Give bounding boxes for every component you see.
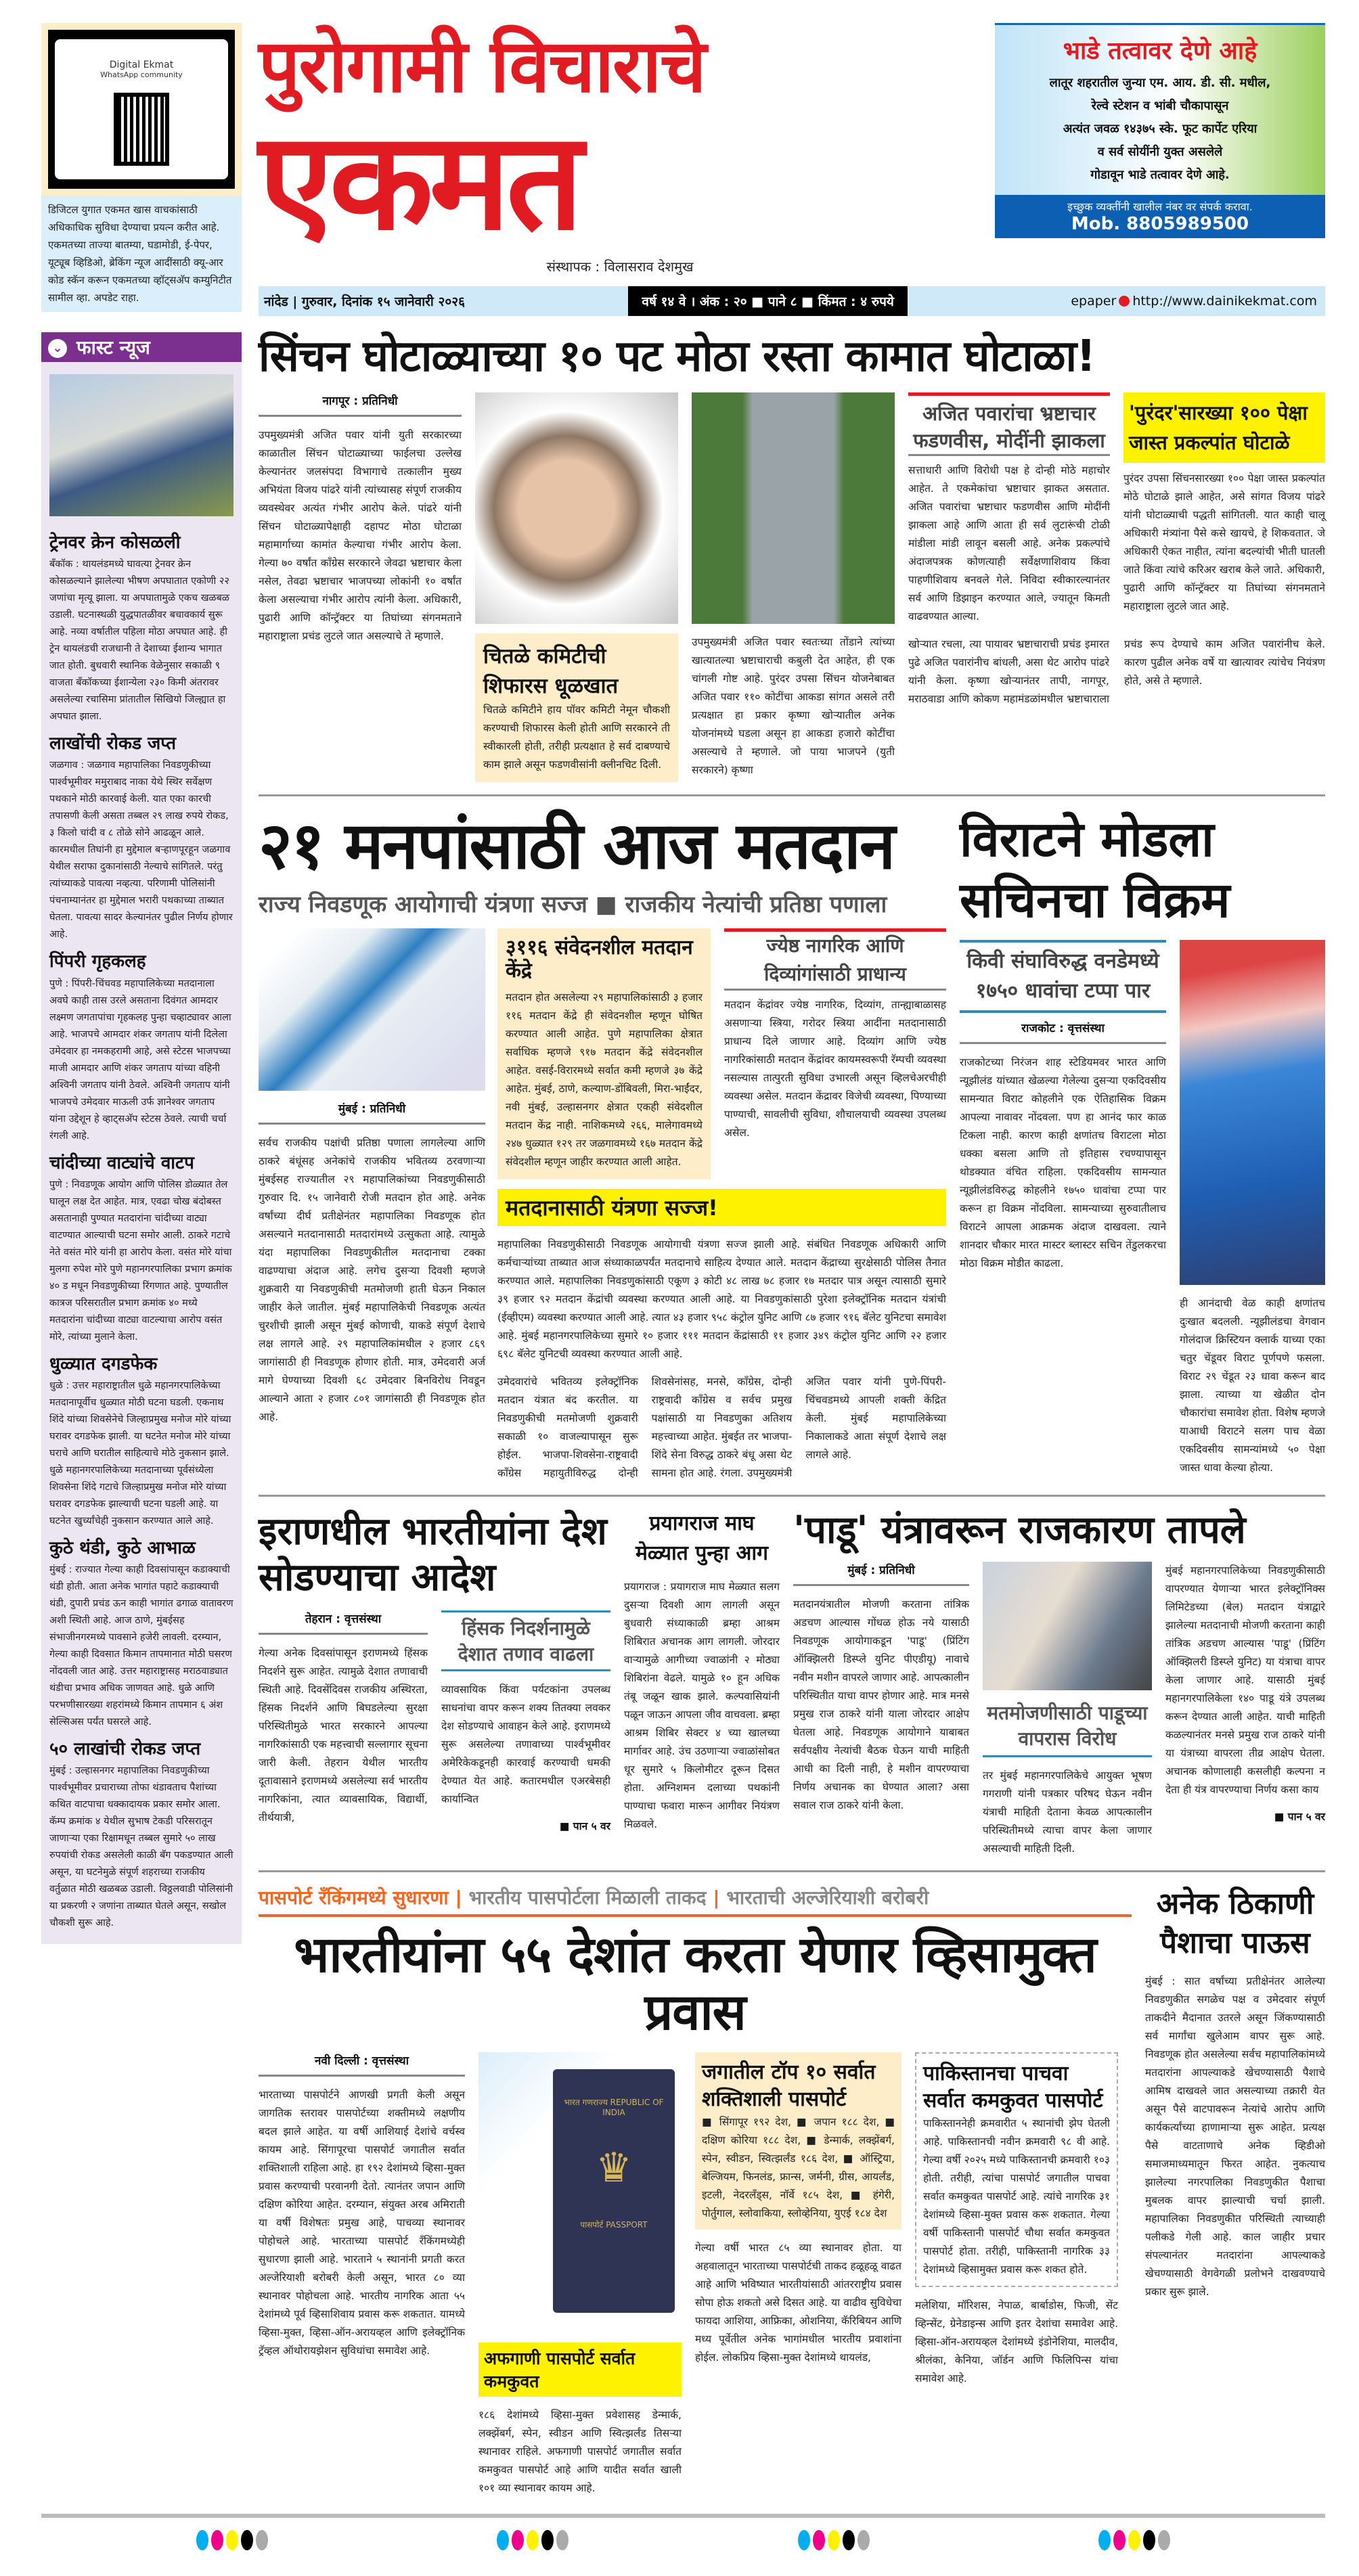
- article-body: महापालिका निवडणुकीसाठी निवडणूक आयोगाची यंत्रणा सज्ज झाली आहे. संबंधित निवडणूक अधिकारी आणि कर्मचाऱ्यांच्या ताब्यात आज संध्याकाळपर्यंत मतदानाचे साहित्य देण्यात आले. मतदान केंद्राच्या सुरक्षेसाठी पोलिस तैनात करण्यात आले. महापालिका निवडणुकांसाठी एकूण ३ कोटी ४८ लाख ७८ हजार १७ मतदार पात्र असून त्यासाठी सुमारे ३९ हजार ९२ मतदान केंद्रांची व्यवस्था करण्यात आली आहे. या निवडणुकांसाठी पुरेशा इलेक्ट्रॉनिक मतदान यंत्रांची (ईव्हीएम) व्यवस्था करण्यात आली आहे. त्यात ४३ हजार ९५८ कंट्रोल युनिट आणि ८७ हजार ९१६ बॅलेट युनिटचा समावेश आहे. मुंबई महानगरपालिकेच्या सुमारे १० हजार १११ मतदान केंद्रांसाठी ११ हजार ३४९ कंट्रोल युनिट आणि २२ हजार ६९८ बॅलेट युनिटची व्यवस्था करण्यात आली आहे.: [497, 1238, 946, 1360]
- news-item-title: ५० लाखांची रोकड जप्त: [49, 1739, 201, 1760]
- news-item-body: धुळे : उत्तर महाराष्ट्रातील धुळे महानगरपालिकेच्या मतदानापूर्वीच धुळ्यात मोठी घटना घडली. एकनाथ शिंदे यांच्या शिवसेनेचे जिल्हाप्रमुख मनोज मोरे यांच्या घरावर दगडफेक झाली. या घटनेत मनोज मोरे यांच्या घराचे आणि घरातील साहित्याचे मोठे नुकसान झाले. धुळे महानगरपालिकेच्या मतदानाच्या पूर्वसंध्येला शिवसेना शिंदे गटाचे जिल्हाप्रमुख मनोज मोरे यांच्या घरावर दगडफेक झाल्याची घटना घडली आहे. या घटनेत खुर्च्यांचेही नुकसान करण्यात आले आहे.: [49, 1380, 231, 1527]
- article-body: खोऱ्यात रचला, त्या पायावर भ्रष्टाचाराची प्रचंड इमारत पुढे अजित पवारांनीच बांधली, असा थेट आरोप पांढरे यांनी केला. कृष्णा खोऱ्यानंतर तापी, नागपूर, मराठवाडा आणि कोकण महामंडळांमधील भ्रष्टाचाराला प्रचंड रूप देण्याचे काम अजित पवारांनीच केले. कारण पुढील अनेक वर्षे या खात्यावर त्यांचेच नियंत्रण होते, असे ते म्हणाले.: [908, 638, 1325, 706]
- box-body: ■ सिंगापूर १९२ देश, ■ जपान १८८ देश, ■ दक्षिण कोरिया १८८ देश, ■ डेन्मार्क, लक्झेंबर्ग, स्पेन, स्वीडन, स्वित्झर्लंड १८६ देश, ■ ऑस्ट्रिया, बेल्जियम, फिनलंड, फ्रान्स, जर्मनी, ग्रीस, आयर्लंड, इटली, नेदरलँड्स, नॉर्वे १८५ देश, ■ हंगेरी, पोर्तुगाल, स्लोवाकिया, स्लोव्हेनिया, युएई १८४ देश: [702, 2116, 895, 2220]
- article-body: मलेशिया, मॉरिशस, नेपाळ, बार्बाडोस, फिजी, सेंट व्हिन्सेंट, ग्रेनेडाइन्स आणि इतर देशांचा समावेश आहे. व्हिसा-ऑन-अरायव्हल देशांमध्ये इंडोनेशिया, मालदीव, श्रीलंका, केनिया, जॉर्डन आणि फिलिपिन्स यांचा समावेश आहे.: [915, 2299, 1118, 2385]
- founder-line: संस्थापक : विलासराव देशमुख: [546, 258, 694, 275]
- sensitive-booths-box: [497, 928, 711, 1179]
- box-body: मतदान केंद्रांवर ज्येष्ठ नागरिक, दिव्यांग, तान्ह्याबाळासह असणाऱ्या स्त्रिया, गरोदर स्त्रिया आदींना मतदानासाठी प्राधान्य दिले जाणार आहे. दिव्यांग आणि ज्येष्ठ नागरिकांसाठी मतदान केंद्रांवर कायमस्वरूपी रॅम्पची व्यवस्था नसल्यास तात्पुरती सुविधा उभारली असून व्हिलचेअरचीही व्यवस्था असेल. मतदान केंद्रावर विजेची व्यवस्था, पिण्याच्या पाण्याची, सावलीची सुविधा, शौचालयाची व्यवस्था उपलब्ध असेल.: [724, 998, 947, 1139]
- news-item-body: बँकॉक : थायलंडमध्ये घावत्या ट्रेनवर क्रेन कोसळल्याने झालेल्या भीषण अपघातात एकोणी २२ जणांचा मृत्यू झाला. या अपघातामुळे एकच खळबळ उडाली. घटनास्थळी युद्धपातळीवर बचावकार्य सुरू आहे. नव्या वर्षातील पहिला मोठा अपघात आहे. ही ट्रेन थायलंडची राजधानी ते देशाच्या ईशान्य भागात जात होती. बुधवारी स्थानिक वेळेनुसार सकाळी ९ वाजता बँकॉकच्या ईशान्येला २३० किमी अंतरावर असलेल्या रचासिमा प्रांतातील सिखियो जिल्ह्यात हा अपघात झाला.: [49, 559, 229, 723]
- cash-rain-headline: अनेक ठिकाणी पैशाचा पाऊस: [1156, 1886, 1314, 1960]
- issue-info: वर्ष १४ वे । अंक : २० ■ पाने ८ ■ किंमत : ४ रुपये: [628, 286, 908, 316]
- kicker-part: भारताची अल्जेरियाशी बरोबरी: [726, 1886, 929, 1909]
- news-item-body: मुंबई : राज्यात गेल्या काही दिवसांपासून कडाक्याची थंडी होती. आता अनेक भागांत पहाटे कडाक्याची थंडी, दुपारी प्रचंड ऊन काही भागांत ढगाळ वातावरण अशी स्थिती आहे. आज ठाणे, मुंबईसह संभाजीनगरमध्ये पावसाने हजेरी लावली. दरम्यान, गेल्या काही दिवसात किमान तापमानात मोठी घसरण नोंदवली जात आहे. उत्तर महाराष्ट्रासह मराठवाड्यात थंडीचा प्रभाव अधिक जाणवत आहे. धुळे आणि परभणीसारख्या शहरांमध्ये किमान तापमान ६ अंश सेल्सिअस पर्यंत घसरले आहे.: [49, 1564, 233, 1728]
- election-headline: २१ मनपांसाठी आज मतदान: [259, 808, 895, 884]
- news-item-title: पिंपरी गृहकलह: [49, 951, 146, 972]
- news-item-title: कुठे थंडी, कुठे आभाळ: [49, 1537, 196, 1558]
- headline-line: विराटने मोडला: [960, 811, 1214, 868]
- machinery-ready-title: मतदानासाठी यंत्रणा सज्ज!: [497, 1189, 946, 1226]
- qr-code-icon[interactable]: [114, 93, 169, 166]
- masthead-tagline: पुरोगामी विचाराचे: [259, 24, 705, 109]
- prayagraj-headline: प्रयागराज माघ मेळ्यात पुन्हा आग: [635, 1511, 769, 1565]
- passport-cover-text: पासपोर्ट PASSPORT: [580, 2220, 648, 2230]
- box-title: चितळे कमिटीची शिफारस धूळखात: [483, 644, 619, 699]
- qr-brand: Digital Ekmat: [109, 60, 174, 70]
- dateline: तेहरान : वृत्तसंस्था: [259, 1610, 428, 1635]
- purandar-box: [1123, 392, 1325, 616]
- news-item-title: ट्रेनवर क्रेन कोसळली: [49, 533, 181, 553]
- article-body: मुंबई महानगरपालिकेच्या निवडणुकीसाठी वापरण्यात येणाऱ्या भारत इलेक्ट्रॉनिक्स लिमिटेडच्या (बेल) मतदान यंत्राद्वारे झालेल्या मतदानाची मोजणी करताना काही तांत्रिक अडचण आल्यास 'पाडू' (प्रिंटिंग ऑक्झिलरी डिस्प्ले युनिट) या यंत्राचा वापर केला जाणार आहे. यासाठी मुंबई महानगरपालिकेला १४० पाडू यंत्रे उपलब्ध करून देण्यात आली आहेत. याची माहिती कळल्यानंतर मनसे प्रमुख राज ठाकरे यांनी या यंत्राच्या वापरला तीव्र आक्षेप घेतला. अचानक कोणालाही कसलीही कल्पना न देता ही यंत्र वापरण्याचा निर्णय कसा काय: [1165, 1564, 1325, 1796]
- kicker-part: भारतीय पासपोर्टला मिळाली ताकद: [468, 1886, 707, 1909]
- news-item-body: मुंबई : उल्हासनगर महापालिका निवडणुकीच्या पार्श्वभूमीवर प्रचाराच्या तोफा थंडावताच पैशांच्या कथित वाटपाचा धक्कादायक प्रकार समोर आला. कॅम्प क्रमांक ४ येथील सुभाष टेकडी परिसरातून जाणाऱ्या एका रिक्षामधून तब्बल सुमारे ५० लाख रुपयांची रोकड असलेली काळी बॅग पकडण्यात आली असून, या घटनेमुळे संपूर्ण शहराच्या राजकीय वर्तुळात मोठी खळबळ उडाली. विठ्ठलवाडी पोलिसांनी या प्रकरणी २ जणांना ताब्यात घेतले असून, सखोल चौकशी सुरू आहे.: [49, 1765, 233, 1929]
- article-body: उमेदवारांचे भवितव्य इलेक्ट्रॉनिक मतदान यंत्रात बंद करतील. या निवडणुकीची मतमोजणी शुक्रवारी सकाळी १० वाजल्यापासून सुरू होईल. भाजपा-शिवसेना-राष्ट्रवादी काँग्रेस महायुतीविरुद्ध दोन्ही शिवसेनांसह, मनसे, काँग्रेस, दोन्ही राष्ट्रवादी काँग्रेस व सर्वच प्रमुख पक्षांसाठी या निवडणुका अतिशय महत्त्वाच्या आहेत. मुंबईत तर भाजपा-शिंदे सेना विरुद्ध ठाकरे बंधू असा थेट सामना होत आहे. रंगला. उपमुख्यमंत्री अजित पवार यांनी पुणे-पिंपरी-चिंचवडमध्ये आपली शक्ती केंद्रित केली. मुंबई महापालिकेच्या निकालाकडे आता संपूर्ण देशाचे लक्ष लागले आहे.: [497, 1375, 946, 1479]
- news-item-body: जळगाव : जळगाव महापालिका निवडणुकीच्या पार्श्वभूमीवर ममुराबाद नाका येथे स्थिर सर्वेक्षण पथकाने मोठी कारवाई केली. यात एका कारची तपासणी केली असता तब्बल २९ लाख रुपये रोकड, ३ किलो चांदी व ८ तोळे सोने आढळून आले. कारमधील तिघांनी हा मुद्देमाल बऱ्हाणपूरहून जळगाव येथील सराफा दुकानांसाठी नेल्याचे सांगितले. परंतु त्यांच्याकडे पावत्या नव्हत्या. परिणामी पोलिसांनी पंचनाम्यानंतर हा मुद्देमाल भरारी पथकाच्या ताब्यात घेतला. पावत्या सादर केल्यानंतर पुढील निर्णय होणार आहे.: [49, 760, 233, 941]
- train-crane-photo: [49, 374, 233, 516]
- dateline: नागपूर : प्रतिनिधी: [259, 392, 462, 417]
- continued-page-link[interactable]: ■ पान ५ वर: [1274, 1810, 1325, 1823]
- box-title: 'पुरंदर'सारख्या १०० पेक्षा जास्त प्रकल्पांत घोटाळे: [1123, 392, 1325, 463]
- box-body: सत्ताधारी आणि विरोधी पक्ष हे दोन्ही मोठे महाचोर आहेत. ते एकमेकांचा भ्रष्टाचार झाकत असतात. अजित पवारांचा भ्रष्टाचार फडणवीस आणि मोदींनी झाकला आहे आणि आता ही सर्व लुटारूंची टोळी मांडीला मांडी लावून बसली आहे. अनेक प्रकल्पांचे अंदाजपत्रक कोणत्याही सर्वेक्षणाशिवाय किंवा पाहणीशिवाय बनवले गेले. निविदा स्वीकारल्यानंतर सर्व आणि डिझाइन करण्यात आले, ज्यातून किमती वाढवण्यात आल्या.: [908, 464, 1110, 623]
- passport-headline: भारतीयांना ५५ देशांत करता येणार व्हिसामुक्त प्रवास: [294, 1925, 1096, 2042]
- pakistan-box: [915, 2052, 1118, 2287]
- dateline: मुंबई : प्रतिनिधी: [793, 1562, 969, 1586]
- senior-citizens-box: [724, 928, 946, 1142]
- highway-photo: [692, 392, 895, 624]
- article-body: भारताच्या पासपोर्टने आणखी प्रगती केली असून जागतिक स्तरावर पासपोर्टच्या शक्तीमध्ये लक्षणीय बदल झाले आहेत. या वर्षी आशियाई देशांचे वर्चस्व कायम आहे. सिंगापूरचा पासपोर्ट जगातील सर्वात शक्तिशाली राहिला आहे. हा १९२ देशांमध्ये व्हिसा-मुक्त प्रवास करण्याची परवानगी देतो. त्यानंतर जपान आणि दक्षिण कोरिया आहेत. दरम्यान, संयुक्त अरब अमिराती या वर्षी विशेषतः प्रमुख आहे, पाचव्या स्थानावर पोहोचले आहे. भारताच्या पासपोर्ट रँकिंगमध्येही सुधारणा झाली आहे. भारताने ५ स्थानांनी प्रगती करत अल्जेरियाशी बरोबरी केली असून, भारत ८० व्या स्थानावर पोहोचला आहे. भारतीय नागरिक आता ५५ देशांमध्ये पूर्व व्हिसाशिवाय प्रवास करू शकतात. यामध्ये व्हिसा-मुक्त, व्हिसा-ऑन-अरायव्हल आणि इलेक्ट्रॉनिक ट्रॅव्हल ऑथोरायझेशन सुविधांचा समावेश आहे.: [259, 2089, 465, 2357]
- article-body: व्यावसायिक किंवा पर्यटकांना उपलब्ध साधनांचा वापर करून शक्य तितक्या लवकर देश सोडण्याचे आवाहन केले आहे. इराणमध्ये सुरू असलेल्या तणावाच्या पार्श्वभूमीवर अमेरिकेकडूनही कारवाई करण्याची धमकी देण्यात येत आहे. कतारमधील एअरबेसही कार्यान्वित: [441, 1683, 610, 1805]
- article-body: मतदानयंत्रातील मोजणी करताना तांत्रिक अडचण आल्यास गोंधळ होऊ नये यासाठी निवडणूक आयोगाकडून 'पाडू' (प्रिंटिंग ऑक्झिलरी डिस्प्ले युनिट पीएडीयू) नावाचे नवीन मशीन वापरले जाणार आहे. आपत्कालीन परिस्थितीत याचा वापर होणार आहे. मात्र मनसे प्रमुख राज ठाकरे यांनी याला जोरदार आक्षेप घेतला आहे. निवडणूक आयोगाने याबाबत सर्वपक्षीय नेत्यांची बैठक घेऊन याची माहिती आधी का दिली नाही, हे मशीन वापरण्याचा निर्णय अचानक का घेण्यात आला? असा सवाल राज ठाकरे यांनी केला.: [793, 1598, 969, 1811]
- news-item-body: पुणे : पिंपरी-चिंचवड महापालिकेच्या मतदानाला अवघे काही तास उरले असताना दिवंगत आमदार लक्ष्मण जगतापांचा गृहकलह पुन्हा चव्हाट्यावर आला आहे. भाजपचे आमदार शंकर जगताप यांनी दिलेला उमेदवार हा नमकहरामी आहे, असे स्टेटस भाजपच्या माजी आमदार आणि शंकर जगताप यांच्या वहिनी अश्विनी जगताप यांनी ठेवले. अश्विनी जगताप यांनी भाजपचे उमेदवार माऊली उर्फ ज्ञानेश्वर जगताप यांना उद्देशून हे व्हाट्सअ‍ॅप स्टेटस ठेवले. त्याची चर्चा रंगली आहे.: [49, 978, 231, 1142]
- divider: [259, 1870, 1325, 1872]
- epaper-logo-icon: [1119, 296, 1130, 307]
- passport-cover-text: भारत गणराज्य REPUBLIC OF INDIA: [564, 2098, 664, 2118]
- rental-advertisement: [995, 23, 1325, 238]
- article-body: प्रयागराज : प्रयागराज माघ मेळ्यात सलग दुसऱ्या दिवशी आग लागली असून बुधवारी संध्याकाळी ब्रम्हा आश्रम शिबिरात अचानक आग लागली. जोरदार वाऱ्यामुळे आगीच्या ज्वाळांनी २ मोठ्या शिबिरांना वेढले. यामुळे १० हून अधिक तंबू जळून खाक झाले. कल्पवासियांनी पळून जाऊन आपला जीव वाचवला. ब्रम्हा आश्रम शिबिर सेक्टर ४ च्या खालच्या मार्गावर आहे. उंच उठणाऱ्या ज्वाळांसोबत धूर सुमारे ५ किलोमीटर दूरून दिसत होता. अग्निशमन दलाच्या पथकांनी पाण्याचा फवारा मारून आगीवर नियंत्रण मिळवले.: [624, 1580, 780, 1830]
- iran-headline: इराणधील भारतीयांना देश सोडण्याचा आदेश: [259, 1509, 607, 1600]
- continued-page-link[interactable]: ■ पान ५ वर: [559, 1820, 610, 1832]
- press-conference-photo: [983, 1562, 1152, 1690]
- qr-code-card: [41, 23, 242, 196]
- news-item: [49, 1354, 233, 1530]
- masthead-logo: एकमत: [259, 102, 579, 261]
- news-item: [49, 1538, 233, 1731]
- fast-news-header: [41, 332, 242, 362]
- news-item: [49, 1153, 233, 1346]
- virat-kohli-photo: [1180, 940, 1325, 1285]
- chevron-down-icon: ⌄: [48, 339, 67, 358]
- kicker-part: पासपोर्ट रँकिंगमध्ये सुधारणा: [259, 1886, 449, 1909]
- fast-news-title: फास्ट न्यूज: [76, 336, 150, 359]
- dateline: नवी दिल्ली : वृत्तसंस्था: [259, 2052, 465, 2077]
- news-item: [49, 1739, 233, 1932]
- article-body: गेल्या वर्षी भारत ८५ व्या स्थानावर होता. या अहवालातून भारताच्या पासपोर्टची ताकद हळूहळू वाढत आहे आणि भविष्यात भारतीयांसाठी आंतरराष्ट्रीय प्रवास सोपा होऊ शकतो असे दिसत आहे. या वाढीव सुविधेचा फायदा आशिया, आफ्रिका, ओशनिया, कॅरिबियन आणि मध्य पूर्वेतील अनेक भागांमधील भारतीय प्रवाशांना होईल. लोकप्रिय व्हिसा-मुक्त देशांमध्ये थायलंड,: [695, 2242, 901, 2364]
- afghan-title: अफगाणी पासपोर्ट सर्वात कमकुवत: [478, 2343, 682, 2397]
- box-body: मतदान होत असलेल्या २९ महापालिकांसाठी ३ हजार ११६ मतदान केंद्रे ही संवेदनशील म्हणून घोषित करण्यात आली आहेत. पुणे महापालिका क्षेत्रात सर्वाधिक म्हणजे ९१७ मतदान केंद्रे संवेदनशील आहेत. वसई-विरारमध्ये सर्वात कमी म्हणजे ३७ केंद्रे आहेत. मुंबई, ठाणे, कल्याण-डोंबिवली, मिरा-भाईंदर, नवी मुंबई, उल्हासनगर क्षेत्रात एकही संवेदशील मतदान केंद्र नाही. नाशिकमध्ये २६६, मालेगावमध्ये २४७ धुळ्यात १२९ तर जळगावमध्ये १६७ मतदान केंद्रे संवेदशील म्हणून जाहीर करण्यात आली आहेत.: [506, 991, 703, 1168]
- news-item: [49, 951, 233, 1144]
- emblem-icon: ♛: [596, 2144, 632, 2192]
- article-body: सर्वच राजकीय पक्षांची प्रतिष्ठा पणाला लागलेल्या आणि ठाकरे बंधूंसह अनेकांचे राजकीय भवितव्य ठरवणाऱ्या मुंबईसह राज्यातील २९ महापालिकांच्या निवडणुकीसाठी गुरुवार दि. १५ जानेवारी रोजी मतदान होत आहे. अनेक वर्षांच्या दीर्घ प्रतीक्षेनंतर महापालिका निवडणूक होत असल्याने मतदानासाठी मतदारांमध्ये उत्सुकता आहे. त्यामुळे यंदा महापालिका निवडणुकीतील मतदानाचा टक्का वाढण्याचा अंदाज आहे. लगेच दुसऱ्या दिवशी म्हणजे शुक्रवारी या निवडणुकीची मतमोजणी हाती घेऊन निकाल जाहीर केले जातील. मुंबई महापालिकेची निवडणूक अत्यंत चुरशीची झाली असून मुंबई कोणाची, याकडे संपूर्ण देशाचे लक्ष लागले आहे. २९ महापालिकांमधील २ हजार ८६९ जागांसाठी ही निवडणूक होणार होती. मात्र, उमेदवारी अर्ज मागे घेण्याच्या दिवशी ६८ उमेदवार बिनविरोध निवडून आल्याने आता २ हजार ८०१ जागांसाठी ही निवडणूक होत आहे.: [259, 1136, 485, 1423]
- box-body: पाकिस्ताननेही क्रमवारीत ५ स्थानांची झेप घेतली आहे. पाकिस्तानची नवीन क्रमवारी ९८ वी आहे. गेल्या वर्षी २०२५ मध्ये पाकिस्तानची क्रमवारी १०३ होती. तरीही, त्यांचा पासपोर्ट जगातील पाचवा सर्वात कमकुवत पासपोर्ट आहे. त्यांचे नागरिक ३१ देशांमध्ये व्हिसा-मुक्त प्रवास करू शकतात. गेल्या वर्षी पाकिस्तानी पासपोर्ट चौथा सर्वात कमकुवत पासपोर्ट होता. तरीही, पाकिस्तानी नागरिक ३३ देशांमध्ये व्हिसामुक्त प्रवास करू शकत होते.: [923, 2117, 1110, 2276]
- ad-line: अत्यंत जवळ १४३७५ स्के. फूट कार्पेट एरिया: [1063, 122, 1257, 136]
- color-registration-marks: [196, 2530, 268, 2550]
- lead-headline: सिंचन घोटाळ्याच्या १० पट मोठा रस्ता कामात घोटाळा!: [259, 331, 1096, 382]
- epaper-label: epaper: [1071, 293, 1117, 309]
- dateline: मुंबई : प्रतिनिधी: [259, 1100, 485, 1125]
- ad-line: व सर्व सोयींनी युक्त असलेले: [1097, 145, 1223, 159]
- box-title: पाकिस्तानचा पाचवा सर्वात कमकुवत पासपोर्ट: [923, 2062, 1103, 2113]
- vijay-pandhare-photo: [475, 392, 678, 624]
- epaper-link[interactable]: http://www.dainikekmat.com: [1132, 293, 1317, 309]
- article-body: ही आनंदाची वेळ काही क्षणांतच दुःखात बदलली. न्यूझीलंडचा वेगवान गोलंदाज क्रिस्टियन क्लार्क याच्या एका चतुर चेंडूवर विराट पूर्णपणे फसला. विराट २९ चेंडूत २३ धावा करून बाद झाला. त्याच्या या खेळीत दोन चौकारांचा समावेश होता. विशेष म्हणजे याआधी विराटने सलग पाच वेळा एकदिवसीय सामन्यांमध्ये ५० पेक्षा जास्त धावा केल्या होत्या.: [1180, 1297, 1325, 1474]
- chitle-committee-box: [475, 633, 678, 782]
- ad-title: भाडे तत्वावर देणे आहे: [1063, 37, 1257, 65]
- ajit-pawar-box: [908, 392, 1110, 626]
- passport-kicker: पासपोर्ट रँकिंगमध्ये सुधारणा | भारतीय पासपोर्टला मिळाली ताकद | भारताची अल्जेरियाशी बरोबरी: [259, 1884, 1132, 1917]
- passport-book: [553, 2069, 675, 2313]
- qr-subtitle: WhatsApp community: [100, 70, 183, 79]
- box-title: ज्येष्ठ नागरिक आणि दिव्यांगांसाठी प्राधान्य: [724, 928, 946, 991]
- news-item-title: लाखोंची रोकड जप्त: [49, 733, 177, 754]
- virat-headline: [960, 809, 1325, 930]
- election-subhead: राज्य निवडणूक आयोगाची यंत्रणा सज्ज ■ राजकीय नेत्यांची प्रतिष्ठा पणाला: [259, 890, 887, 918]
- ad-line: गोडावून भाडे तत्वावर देणे आहे.: [1090, 168, 1230, 182]
- article-body: राजकोटच्या निरंजन शाह स्टेडियमवर भारत आणि न्यूझीलंड यांच्यात खेळल्या गेलेल्या दुसऱ्या एकदिवसीय सामन्यात विराट कोहलीने एक ऐतिहासिक विक्रम आपल्या नावावर नोंदवला. पण हा आनंद फार काळ टिकला नाही. कारण काही क्षणांतच विराटला मोठा धक्का बसला आणि तो इतिहास रचण्यापासून थोडक्यात वंचित राहिला. एकदिवसीय सामन्यात न्यूझीलंडविरुद्ध कोहलीने १७५० धावांचा टप्पा पार करून हा विक्रम नोंदविला. सामन्याच्या सुरुवातीलाच विराटने आपला आक्रमक अंदाज दाखवला. त्याने शानदार चौकार मारत मास्टर ब्लास्टर सचिन तेंडुलकरचा मोठा विक्रम मोडीत काढला.: [960, 1056, 1166, 1270]
- padu-headline: 'पाडू' यंत्रावरून राजकारण तापले: [793, 1508, 1246, 1552]
- divider: [259, 794, 1325, 796]
- article-body: १८६ देशांमध्ये व्हिसा-मुक्त प्रवेशासह डेन्मार्क, लक्झेंबर्ग, स्पेन, स्वीडन आणि स्वित्झर्लंड तिसऱ्या स्थानावर राहिले. अफगाणी पासपोर्ट जगातील सर्वात कमकुवत पासपोर्ट आहे आणि यादीत सर्वात खाली १०१ व्या स्थानावर कायम आहे.: [478, 2409, 682, 2495]
- box-title: ३११६ संवेदनशील मतदान केंद्रे: [506, 935, 693, 983]
- ad-mobile[interactable]: Mob. 8805989500: [1071, 214, 1249, 234]
- article-body: उपमुख्यमंत्री अजित पवार यांनी युती सरकारच्या काळातील सिंचन घोटाळ्याच्या फाईलचा उल्लेख केल्यानंतर जलसंपदा विभागाचे तत्कालीन मुख्य अभियंता विजय पांढरे यांनी त्यांच्यासह संपूर्ण राजकीय व्यवस्थेवर अत्यंत गंभीर आरोप केले. पांढरे यांनी सिंचन घोटाळ्यापेक्षाही दहापट मोठा घोटाळा महामार्गाच्या कामांत केल्याचा गंभीर आरोप केला. गेल्या ७० वर्षांत काँग्रेस सरकारने जेवढा भ्रष्टाचार केला नसेल, तेवढा भ्रष्टाचार भाजपच्या लोकांनी १० वर्षांत केला असल्याचा गंभीर आरोप त्यांनी केला. अधिकारी, पुढारी आणि कॉन्ट्रॅक्टर या तिघांच्या संगनमताने महाराष्ट्राला प्रचंड लुटले जात असल्याचे ते म्हणाले.: [259, 429, 462, 643]
- digital-ekmat-note: डिजिटल युगात एकमत खास वाचकांसाठी अधिकाधिक सुविधा देण्याचा प्रयत्न करीत आहे. एकमतच्या ताज्या बातम्या, घडामोडी, ई-पेपर, यूट्यूब व्हिडिओ, ब्रेकिंग न्यूज आदींसाठी क्यू-आर कोड स्कॅन करून एकमतच्या व्हॉट्सअ‍ॅप कम्युनिटीत सामील व्हा. अपडेट राहा.: [41, 196, 242, 312]
- color-registration-marks: [1098, 2530, 1170, 2550]
- color-registration-marks: [497, 2530, 569, 2550]
- ad-line: रेल्वे स्टेशन व भांबी चौकापासून: [1091, 99, 1229, 113]
- article-body: उपमुख्यमंत्री अजित पवार स्वतःच्या तोंडाने त्यांच्या खात्यातल्या भ्रष्टाचाराची कबुली देत आहेत, ही एक चांगली गोष्ट आहे. पुरंदर उपसा सिंचन योजनेबाबत अजित पवार ११० कोटींचा आकडा सांगत असले तरी प्रत्यक्षात हा प्रकार कृष्णा खोऱ्यातील अनेक योजनांमध्ये घडला असून हा आकडा हजारो कोटींचा असल्याचे ते म्हणाले. जो पाया भाजपने (युती सरकारने) कृष्णा: [692, 636, 895, 777]
- news-item: [49, 533, 233, 725]
- box-body: पुरंदर उपसा सिंचनसारख्या १०० पेक्षा जास्त प्रकल्पांत मोठे घोटाळे झाले आहेत, असे सांगत विजय पांढरे यांनी घोटाळ्याची पद्धती सांगितली. यात काही चालू अधिकारी मंत्र्यांना पैसे कसे खायचे, हे शिकवतात. जे अधिकारी ऐकत नाहीत, त्यांना बदल्यांची भीती घातली जाते किंवा त्यांचे करिअर खराब केले जाते. अधिकारी, पुढारी आणि कॉन्ट्रॅक्टर या तिघांच्या संगनमताने महाराष्ट्राला लुटले जात आहे.: [1123, 472, 1325, 613]
- box-title: जगातील टॉप १० सर्वात शक्तिशाली पासपोर्ट: [702, 2060, 876, 2112]
- article-body: तर मुंबई महानगरपालिकेचे आयुक्त भूषण गगराणी यांनी पत्रकार परिषद घेऊन नवीन यंत्राची माहिती देताना केवळ आपत्कालीन परिस्थितीमध्ये त्याचा वापर केला जाणार असल्याची माहिती दिली.: [983, 1769, 1152, 1855]
- virat-article: [960, 940, 1166, 1273]
- news-item: [49, 733, 233, 943]
- article-body: गेल्या अनेक दिवसांपासून इराणमध्ये हिंसक निदर्शने सुरू आहेत. त्यामुळे देशात तणावाची स्थिती आहे. दिवसेंदिवस राजकीय अस्थिरता, हिंसक निदर्शने आणि बिघडलेल्या सुरक्षा परिस्थितीमुळे भारत सरकारने आपल्या नागरिकांसाठी एक महत्त्वाची सल्लागार सूचना जारी केली. तेहरान येथील भारतीय दूतावासाने इराणमध्ये असलेल्या सर्व भारतीय नागरिकांना, त्यात व्यावसायिक, विद्यार्थी, तीर्थयात्री,: [259, 1646, 428, 1824]
- dateline: राजकोट : वृत्तसंस्था: [960, 1020, 1166, 1044]
- fast-news-sidebar: [41, 362, 242, 1944]
- ad-line: लातूर शहरातील जुन्या एम. आय. डी. सी. मधील,: [1049, 76, 1271, 90]
- date-bar: [259, 286, 1325, 316]
- article-body: मुंबई : सात वर्षांच्या प्रतीक्षेनंतर आलेल्या निवडणुकीत सगळेच पक्ष व उमेदवार संपूर्ण ताकदीने मैदानात उतरले असून जिंकण्यासाठी सर्व मार्गांचा खुलेआम वापर सुरू आहे. निवडणूक होत असलेल्या सर्वच महापालिकांमध्ये मतदारांना आपल्याकडे खेचण्यासाठी पैशाचे आमिष दाखवले जात असल्याच्या तक्रारी येत असून पैसे वाटपावरून नेत्यांचे आरोप आणि कार्यकर्त्यांच्या हाणामाऱ्या सुरू आहेत. प्रत्यक्ष पैसे वाटताणाचे अनेक व्हिडीओ समाजमाध्यमातून फिरत आहेत. नुकत्याच झालेल्या नगरपालिका निवडणुकीत पैशाचा मुबलक वापर झाल्याची चर्चा झाली. महापालिका निवडणुकीत परिस्थिती त्याच्याही पलीकडे गेली आहे. काल जाहीर प्रचार संपल्यानंतर मतदारांना आपल्याकडे खेचण्यासाठी वेगवेगळी प्रलोभने दाखवण्याचे प्रकार सुरू झाले.: [1145, 1974, 1325, 2298]
- issue-date: नांदेड | गुरुवार, दिनांक १५ जानेवारी २०२६: [264, 294, 465, 309]
- padu-subhead: मतमोजणीसाठी पाडूच्या वापरास विरोध: [983, 1700, 1152, 1757]
- iran-subhead: हिंसक निदर्शनामुळे देशात तणाव वाढला: [441, 1610, 610, 1671]
- top10-box: [695, 2052, 901, 2230]
- news-item-body: पुणे : निवडणूक आयोग आणि पोलिस डोळ्यात तेल घालून लक्ष देत आहेत. मात्र, एवढा चोख बंदोबस्त असतानाही पुण्यात मतदारांना चांदीच्या वाट्या वाटण्यात आल्याची घटना समोर आली. ठाकरे गटाचे नेते वसंत मोरे यांनी हा आरोप केला. वसंत मोरे यांचा मुलगा रुपेश मोरे पुणे महानगरपालिका प्रभाग क्रमांक ४० ड मधून निवडणुकीच्या रिंगणात आहे. पुण्यातील कात्रज परिसरातील प्रभाग क्रमांक ४० मध्ये मतदारांना चांदीच्या वाट्या वाटल्याचा आरोप वसंत मोरे, त्यांच्या मुलाने केला.: [49, 1179, 232, 1342]
- box-body: चितळे कमिटीने हाय पॉवर कमिटी नेमून चौकशी करण्याची शिफारस केली होती आणि सरकारने ती स्वीकारली होती, तरीही प्रत्यक्षात हे सर्व दाबण्याचे काम झाले असून फडणवीसांनी क्लीनचिट दिली.: [483, 704, 670, 771]
- headline-line: सचिनचा विक्रम: [960, 872, 1230, 929]
- box-title: किवी संघाविरुद्ध वनडेमध्ये १७५० धावांचा टप्पा पार: [960, 940, 1166, 1013]
- divider: [259, 1495, 1325, 1497]
- ad-contact: इच्छुक व्यक्तींनी खालील नंबर वर संपर्क करावा.: [1067, 200, 1253, 213]
- box-title: अजित पवारांचा भ्रष्टाचार फडणवीस, मोदींनी झाकला: [908, 392, 1110, 456]
- indian-passport-photo: [478, 2052, 682, 2333]
- news-item-title: चांदीच्या वाट्यांचे वाटप: [49, 1152, 194, 1173]
- evm-photo: [259, 928, 485, 1091]
- news-item-title: धुळ्यात दगडफेक: [49, 1353, 158, 1374]
- color-registration-marks: [798, 2530, 870, 2550]
